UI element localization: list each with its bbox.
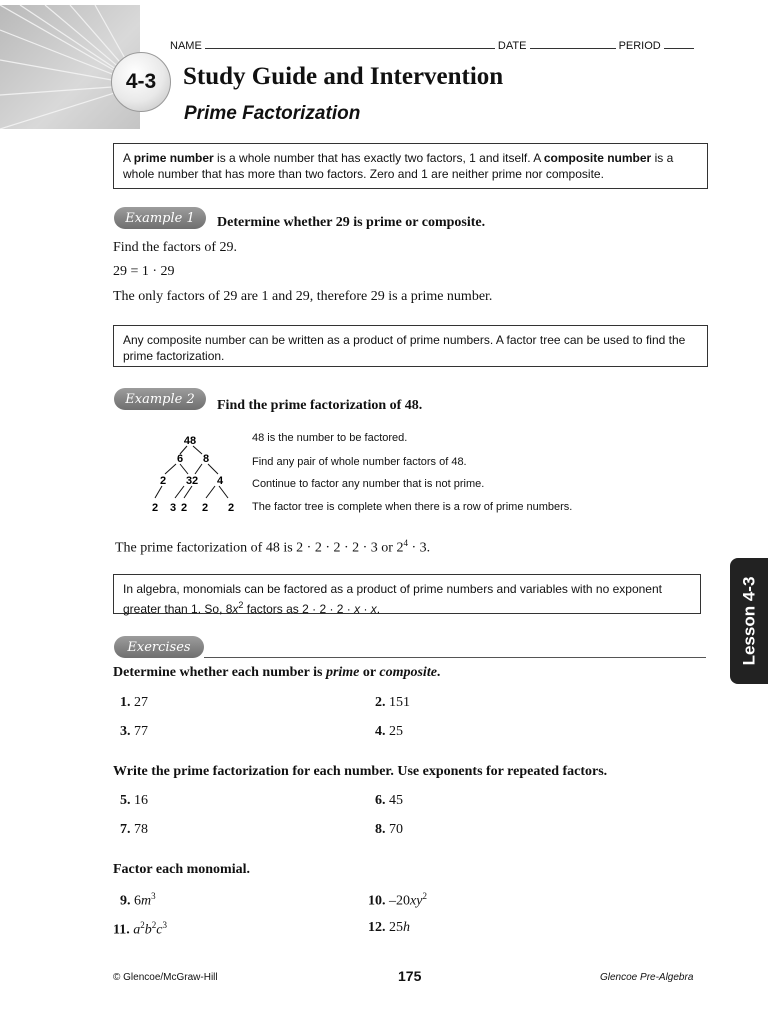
tree-leaf-1: 2 [151,502,159,514]
tree-node-6: 6 [176,453,184,465]
ex-coef: –20 [389,893,410,909]
tree-node-2b: 2 [191,475,199,487]
ex-exp: 2 [422,891,427,901]
result-text-end: · 3. [407,540,431,556]
example1-line-2: 29 = 1 · 29 [113,264,175,279]
tree-node-3a: 3 [185,475,193,487]
definition-box [113,143,708,189]
date-label: DATE [497,40,527,52]
factor-tree-box: Any composite number can be written as a product of prime numbers. A factor tree can be used to find the prime factorization. [113,325,708,367]
ex-var: m [141,893,152,909]
period-field[interactable] [664,48,694,49]
tree-leaf-3: 2 [180,502,188,514]
tree-leaf-5: 2 [227,502,235,514]
mono-var-x2: x [370,602,377,616]
def-text-1: A [123,151,134,165]
example2-result [115,538,430,557]
footer-copyright: © Glencoe/McGraw-Hill [113,972,218,983]
page-subtitle: Prime Factorization [184,103,361,124]
ex-exp: 2 [140,920,145,930]
tree-node-2a: 2 [159,475,167,487]
ex-var: xy [410,893,423,909]
section2-heading: Write the prime factorization for each number. Use exponents for repeated factors. [113,764,608,779]
result-text: The prime factorization of 48 is 2 · 2 · 2 · 2 · 3 or 2 [115,540,404,556]
ex-exp: 3 [162,920,167,930]
ex-num: 5. [120,793,131,808]
ex-exp: 2 [151,920,157,930]
example1-prompt: Determine whether 29 is prime or composite. [217,215,486,230]
def-text-3: is a whole number that has more than two factors. Zero and 1 are neither prime nor composite. [123,151,674,181]
ex-num: 10. [368,893,386,909]
ex-val: 78 [134,822,148,837]
exercise-7 [120,822,148,838]
example2-prompt: Find the prime factorization of 48. [217,398,423,413]
exercise-4 [375,724,403,740]
tree-note-2: Find any pair of whole number factors of 48. [252,456,467,468]
page-title: Study Guide and Intervention [183,63,504,90]
name-label: NAME [170,40,202,52]
ex-val: 25 [389,724,403,739]
mono-var-x1: x [354,602,361,616]
mono-text-3: · [360,602,371,616]
exercise-8 [375,822,403,838]
example1-line-1: Find the factors of 29. [113,240,238,255]
ex-coef: 6 [134,893,141,909]
ex-val: 45 [389,793,403,808]
ex-num: 3. [120,724,131,739]
lesson-side-tab [730,558,768,684]
ex-val: 151 [389,695,410,710]
exercises-rule [204,657,706,658]
ex-val: 27 [134,695,148,710]
name-field[interactable] [205,48,495,49]
exercise-2 [375,695,410,711]
ex-num: 1. [120,695,131,710]
ex-var-c: c [156,922,163,938]
ex-num: 9. [120,893,131,909]
exercise-12 [368,920,410,936]
page-number: 175 [398,968,422,984]
ex-val: 70 [389,822,403,837]
mono-text-4: . [376,602,381,616]
ex-num: 2. [375,695,386,710]
s1-mid: or [359,665,380,680]
tree-note-4: The factor tree is complete when there is a row of prime numbers. [252,501,573,513]
ex-val: 77 [134,724,148,739]
s1-prime: prime [325,665,360,680]
mono-var: x [232,602,239,616]
exercise-1 [120,695,148,711]
section1-heading [113,665,440,681]
ex-var-b: b [144,922,152,938]
section3-heading: Factor each monomial. [113,862,250,877]
factor-tree [140,428,250,516]
s1-composite: composite [379,665,437,680]
mono-text-2: factors as 2 · 2 · 2 · [243,602,355,616]
period-label: PERIOD [618,40,661,52]
composite-number-term: composite number [543,151,652,165]
ex-num: 6. [375,793,386,808]
ex-num: 8. [375,822,386,837]
lesson-side-tab-label: Lesson 4-3 [739,576,758,666]
ex-val: 16 [134,793,148,808]
tree-root: 48 [183,435,197,447]
tree-node-8: 8 [202,453,210,465]
ex-num: 12. [368,920,386,935]
lesson-badge: 4-3 [111,52,171,112]
exercise-6 [375,793,403,809]
result-exponent: 4 [403,538,408,548]
tree-note-1: 48 is the number to be factored. [252,432,408,444]
ex-coef: 25 [389,920,403,935]
mono-text-1: In algebra, monomials can be factored as a product of prime numbers and variables with no exponent greater than 1. So, 8 [123,582,662,616]
tree-note-3: Continue to factor any number that is not prime. [252,478,485,490]
exercise-11 [113,920,167,939]
example2-label: Example 2 [114,388,206,410]
date-field[interactable] [530,48,616,49]
ex-num: 4. [375,724,386,739]
mono-exp: 2 [238,600,244,610]
monomial-box [113,574,701,614]
ex-var-a: a [133,922,141,938]
example1-line-3: The only factors of 29 are 1 and 29, therefore 29 is a prime number. [113,289,493,304]
ex-num: 7. [120,822,131,837]
ex-num: 11. [113,922,130,938]
exercise-5 [120,793,148,809]
tree-leaf-4: 2 [201,502,209,514]
ex-exp: 3 [151,891,156,901]
prime-number-term: prime number [133,151,214,165]
header-fields [170,40,694,52]
exercises-label: Exercises [114,636,204,658]
example1-label: Example 1 [114,207,206,229]
footer-book: Glencoe Pre-Algebra [600,972,694,983]
s1-post: . [436,665,441,680]
tree-leaf-2: 3 [169,502,177,514]
def-text-2: is a whole number that has exactly two factors, 1 and itself. A [213,151,544,165]
exercise-3 [120,724,148,740]
tree-node-4: 4 [216,475,224,487]
exercise-9 [120,891,156,910]
ex-var: h [403,920,410,935]
s1-pre: Determine whether each number is [113,665,326,680]
exercise-10 [368,891,427,910]
